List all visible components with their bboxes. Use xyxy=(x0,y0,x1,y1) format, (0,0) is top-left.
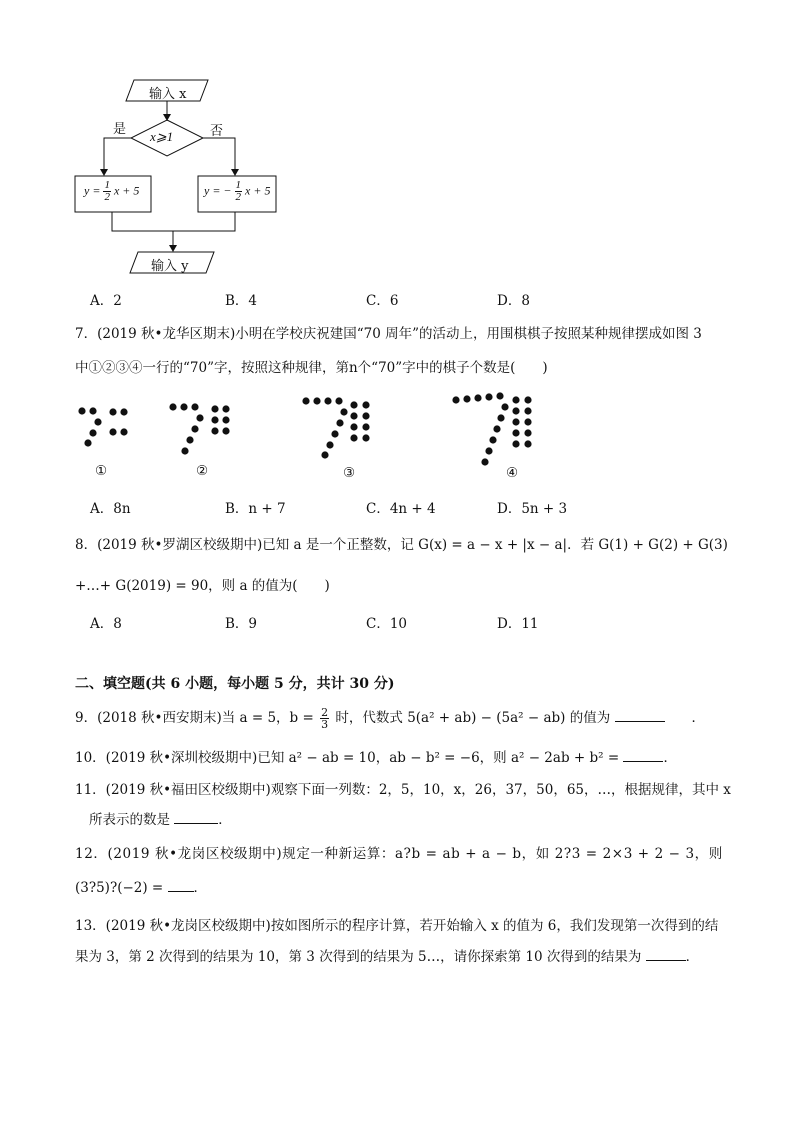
go-stone xyxy=(109,408,116,415)
go-stone xyxy=(321,451,328,458)
go-stone xyxy=(78,407,85,414)
go-stone xyxy=(336,419,343,426)
go-stone xyxy=(84,439,91,446)
q8-option-b: B．9 xyxy=(225,616,258,632)
go-stone xyxy=(501,403,508,410)
go-stone xyxy=(120,428,127,435)
q7-figure-label-2: ② xyxy=(196,463,209,479)
q8-line2: +…+ G(2019) = 90，则 a 的值为( ) xyxy=(75,578,330,594)
q9-answer-blank[interactable] xyxy=(615,709,665,722)
go-stone xyxy=(169,403,176,410)
go-stone xyxy=(340,408,347,415)
q9-pre: 9．(2018 秋•西安期末)当 a = 5，b = xyxy=(75,710,314,726)
q7-figure-label-3: ③ xyxy=(343,465,356,481)
q11-line2: 所表示的数是 ． xyxy=(89,812,232,828)
go-stone xyxy=(211,405,218,412)
go-stone xyxy=(524,440,531,447)
q7-line1: 7．(2019 秋•龙华区期末)小明在学校庆祝建国“70 周年”的活动上，用围棋棋子按照某种规律摆成如图 3 xyxy=(75,326,702,342)
go-stone xyxy=(524,418,531,425)
flowchart xyxy=(0,0,300,290)
q7-option-b: B．n + 7 xyxy=(225,501,286,517)
go-stone xyxy=(497,414,504,421)
go-stone xyxy=(350,401,357,408)
q7-figure xyxy=(60,388,580,488)
go-stone xyxy=(326,441,333,448)
q8-option-a: A．8 xyxy=(90,616,122,632)
q13-answer-blank[interactable] xyxy=(646,948,686,961)
q7-option-d: D．5n + 3 xyxy=(497,501,568,517)
flowchart-condition-label: x⩾1 xyxy=(150,129,174,144)
q7-figure-label-1: ① xyxy=(95,463,108,479)
go-stone xyxy=(222,427,229,434)
q7-line2: 中①②③④一行的“70”字，按照这种规律，第n个“70”字中的棋子个数是( ) xyxy=(75,360,548,376)
go-stone xyxy=(222,416,229,423)
q6-option-d: D．8 xyxy=(497,293,530,309)
arrowhead-icon xyxy=(100,169,108,176)
go-stone xyxy=(463,395,470,402)
arrowhead-icon xyxy=(163,114,171,121)
q13-line1: 13．(2019 秋•龙岗区校级期中)按如图所示的程序计算，若开始输入 x 的值为 6，我们发现第一次得到的结 xyxy=(75,918,719,934)
go-stone xyxy=(452,396,459,403)
q10-text: 10．(2019 秋•深圳校级期中)已知 a² − ab = 10，ab − b² = −6，则 a² − 2ab + b² = xyxy=(75,750,620,766)
arrowhead-icon xyxy=(169,245,177,252)
flowchart-input-label: 输入 x xyxy=(149,87,187,102)
q10-answer-blank[interactable] xyxy=(623,749,663,762)
go-stone xyxy=(524,429,531,436)
go-stone xyxy=(89,407,96,414)
go-stone xyxy=(524,407,531,414)
section-2-title: 二、填空题(共 6 小题，每小题 5 分，共计 30 分) xyxy=(75,676,395,692)
go-stone xyxy=(496,392,503,399)
go-stone xyxy=(222,405,229,412)
q6-option-b: B．4 xyxy=(225,293,258,309)
go-stone xyxy=(211,427,218,434)
q11-answer-blank[interactable] xyxy=(174,811,218,824)
go-stone xyxy=(489,436,496,443)
go-stone xyxy=(524,396,531,403)
go-stone xyxy=(362,401,369,408)
go-stone xyxy=(362,412,369,419)
go-stone xyxy=(335,397,342,404)
flowchart-right-formula: y = − $\frac{1}{2}$ x + 5 xyxy=(204,179,271,203)
q7-option-a: A．8n xyxy=(90,501,131,517)
go-stone xyxy=(180,403,187,410)
go-stone xyxy=(493,425,500,432)
q12-answer-blank[interactable] xyxy=(168,879,194,892)
flowchart-output-label: 输入 y xyxy=(151,259,189,274)
q9-fraction: $\frac{2}{3}$ xyxy=(321,706,329,731)
q11-line1: 11．(2019 秋•福田区校级期中)观察下面一列数：2，5，10，x，26，37，50，65，…，根据规律，其中 x xyxy=(75,782,731,798)
go-stone xyxy=(211,416,218,423)
go-stone xyxy=(324,397,331,404)
go-stone xyxy=(485,447,492,454)
go-stone xyxy=(485,393,492,400)
q12-line1: 12．(2019 秋•龙岗区校级期中)规定一种新运算：a?b = ab + a − b，如 2?3 = 2×3 + 2 − 3，则 xyxy=(75,846,723,862)
go-stone xyxy=(89,429,96,436)
go-stone xyxy=(350,423,357,430)
go-stone xyxy=(302,397,309,404)
go-stone xyxy=(512,418,519,425)
q6-option-c: C．6 xyxy=(366,293,399,309)
go-stone xyxy=(362,434,369,441)
go-stone xyxy=(481,458,488,465)
q9: 9．(2018 秋•西安期末)当 a = 5，b = $\frac{2}{3}$ 时，代数式 5(a² + ab) − (5a² − ab) 的值为 ． xyxy=(75,706,706,731)
go-stone xyxy=(196,414,203,421)
q9-post: 时，代数式 5(a² + ab) − (5a² − ab) 的值为 xyxy=(335,710,611,726)
arrowhead-icon xyxy=(231,169,239,176)
go-stone xyxy=(331,430,338,437)
go-stone xyxy=(186,436,193,443)
go-stone xyxy=(474,394,481,401)
q8-option-c: C．10 xyxy=(366,616,408,632)
go-stone xyxy=(512,440,519,447)
flowchart-yes-label: 是 xyxy=(113,122,127,137)
go-stone xyxy=(94,418,101,425)
go-stone xyxy=(512,396,519,403)
q7-option-c: C．4n + 4 xyxy=(366,501,436,517)
go-stone xyxy=(120,408,127,415)
go-stone xyxy=(362,423,369,430)
go-stone xyxy=(191,425,198,432)
go-stone xyxy=(313,397,320,404)
q12-line2: (3?5)?(−2) = ． xyxy=(75,880,208,896)
q8-option-d: D．11 xyxy=(497,616,539,632)
go-stone xyxy=(512,429,519,436)
go-stone xyxy=(109,428,116,435)
q7-figure-label-4: ④ xyxy=(506,465,519,481)
go-stone xyxy=(350,434,357,441)
go-stone xyxy=(350,412,357,419)
go-stone xyxy=(191,403,198,410)
q13-line2: 果为 3，第 2 次得到的结果为 10，第 3 次得到的结果为 5…，请你探索第 10 次得到的结果为 ． xyxy=(75,949,700,965)
q10: 10．(2019 秋•深圳校级期中)已知 a² − ab = 10，ab − b² = −6，则 a² − 2ab + b² = ． xyxy=(75,750,677,766)
go-stone xyxy=(181,447,188,454)
flowchart-left-formula: y = $\frac{1}{2}$ x + 5 xyxy=(84,179,140,203)
q8-line1: 8．(2019 秋•罗湖区校级期中)已知 a 是一个正整数，记 G(x) = a − x + |x − a|．若 G(1) + G(2) + G(3) xyxy=(75,537,728,553)
flowchart-no-label: 否 xyxy=(210,124,224,139)
q6-option-a: A．2 xyxy=(90,293,122,309)
go-stone xyxy=(512,407,519,414)
